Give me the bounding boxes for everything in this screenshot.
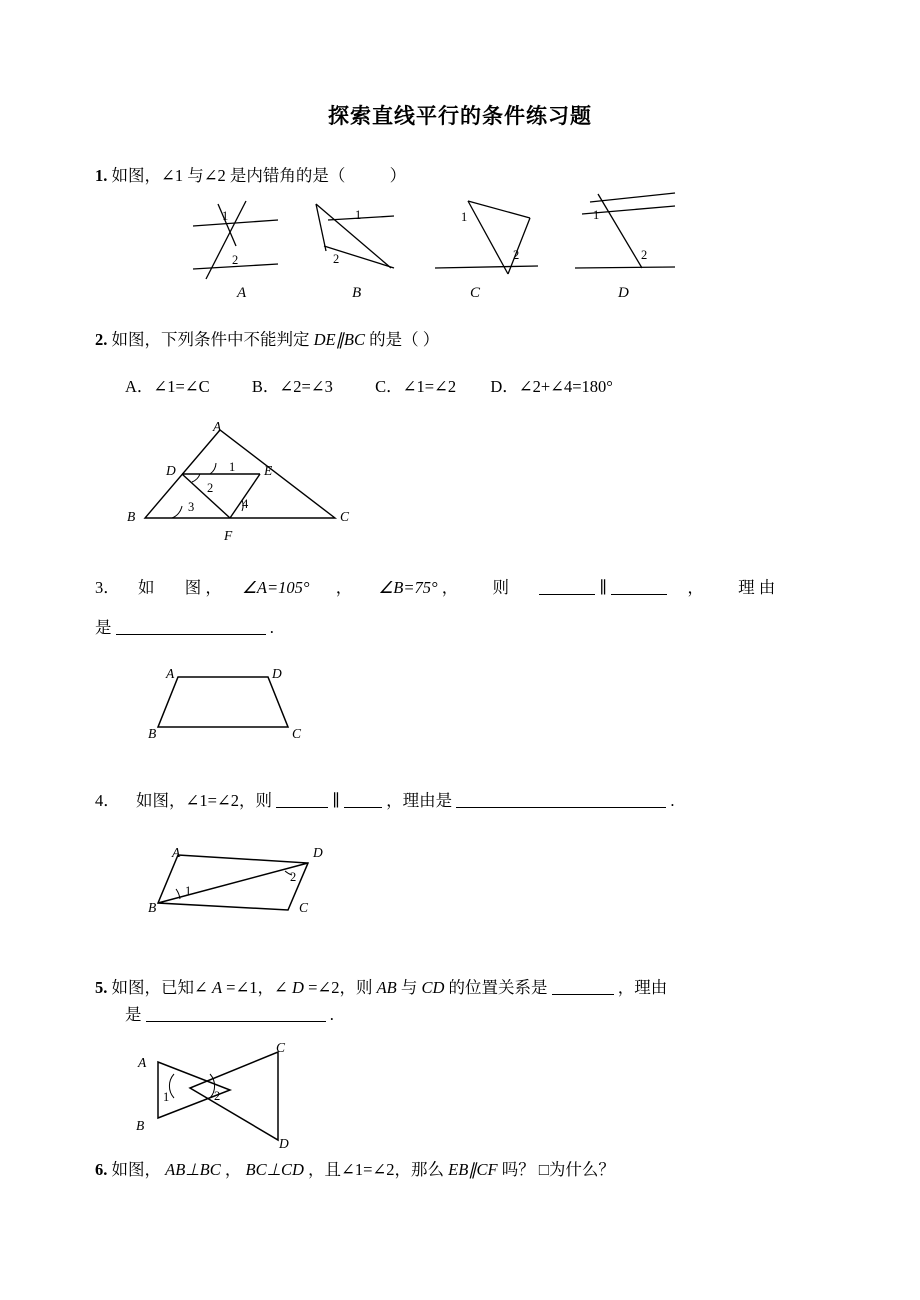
question-2-choice-a: A．∠1=∠C xyxy=(125,377,210,396)
question-3-a: 如 xyxy=(138,578,155,597)
figure-1c-label: C xyxy=(470,285,481,301)
figure-5-label-A: A xyxy=(138,1055,147,1070)
figure-4-angle-1: 1 xyxy=(185,884,192,898)
page-title: 探索直线平行的条件练习题 xyxy=(328,104,592,128)
figure-2-angle-3: 3 xyxy=(188,500,195,514)
figure-2-label-D: D xyxy=(166,463,176,478)
figure-2-angle-1: 1 xyxy=(229,460,236,474)
question-6-c: ，且∠1=∠2，那么 xyxy=(308,1160,449,1179)
question-3-blank-3[interactable] xyxy=(116,618,266,635)
question-3-c: ， xyxy=(205,578,222,597)
figure-4-label-D: D xyxy=(313,845,323,860)
question-3-line2 xyxy=(95,615,274,641)
question-5-line2 xyxy=(125,1002,334,1028)
figure-1c-angle-2: 2 xyxy=(513,248,520,262)
question-6-italic-1: AB⊥BC xyxy=(165,1160,221,1179)
question-5-blank-1[interactable] xyxy=(552,978,614,995)
figure-2-angle-2: 2 xyxy=(207,481,214,495)
figure-4-label-C: C xyxy=(299,900,309,915)
figure-3-label-B: B xyxy=(148,726,157,741)
question-3-comma-2: ， xyxy=(441,578,459,597)
question-2-stem-b: 的是（ ） xyxy=(369,330,440,349)
question-1-number: 1. xyxy=(95,166,108,185)
figure-1b-angle-1: 1 xyxy=(355,208,362,222)
figure-2-label-E: E xyxy=(264,463,273,478)
question-2-choice-b: B．∠2=∠3 xyxy=(251,377,333,396)
question-6-italic-2: BC⊥CD xyxy=(245,1160,304,1179)
question-2-choices xyxy=(125,373,613,397)
question-1-stem-end: ） xyxy=(389,166,407,185)
figure-1d-angle-2: 2 xyxy=(641,248,648,262)
question-4-b: ，理由是 xyxy=(386,791,453,810)
question-5-blank-2[interactable] xyxy=(146,1005,326,1022)
figure-1a-angle-2: 2 xyxy=(232,253,239,267)
question-1-text xyxy=(95,163,406,189)
question-4-number: 4． xyxy=(95,791,120,810)
question-3-period: . xyxy=(269,618,274,637)
question-2-choice-c: C．∠1=∠2 xyxy=(375,377,457,396)
figure-1a-angle-1: 1 xyxy=(222,209,229,223)
figure-1b-label: B xyxy=(352,285,362,301)
figure-2-label-A: A xyxy=(213,419,222,434)
question-4-blank-3[interactable] xyxy=(456,791,666,808)
figure-5-label-C: C xyxy=(276,1040,286,1055)
question-4-blank-1[interactable] xyxy=(276,791,328,808)
figure-5 xyxy=(130,1040,320,1155)
question-2-number: 2. xyxy=(95,330,108,349)
question-5-b: =∠1，∠ xyxy=(226,978,288,997)
question-2-text xyxy=(95,327,439,353)
figure-2-label-C: C xyxy=(340,509,350,524)
question-6-text xyxy=(95,1157,615,1183)
figure-4-label-A: A xyxy=(172,845,181,860)
question-3-reason-label: 理 由 xyxy=(738,578,776,597)
question-4-parallel: ∥ xyxy=(332,791,340,810)
question-5-a: 如图，已知∠ xyxy=(111,978,208,997)
question-4-a: 如图，∠1=∠2，则 xyxy=(136,791,272,810)
figure-1a-label: A xyxy=(237,285,247,301)
question-3-angle-b: ∠B=75° xyxy=(378,578,438,597)
question-3-text xyxy=(95,575,835,601)
question-2-italic: DE∥BC xyxy=(313,330,365,349)
question-3-angle-a: ∠A=105° xyxy=(242,578,310,597)
question-6-italic-3: EB∥CF xyxy=(448,1160,498,1179)
figure-5-label-D: D xyxy=(279,1136,289,1151)
figure-2-label-F: F xyxy=(224,528,233,543)
figure-5-angle-2: 2 xyxy=(214,1089,221,1103)
question-4-period: . xyxy=(670,791,675,810)
question-5-italic-A: A xyxy=(211,978,223,997)
figure-4-label-B: B xyxy=(148,900,157,915)
question-3-number: 3． xyxy=(95,578,120,597)
question-5-text xyxy=(95,975,667,1001)
figure-2-label-B: B xyxy=(127,509,136,524)
figure-3-label-A: A xyxy=(166,666,175,681)
question-6-b: ， xyxy=(224,1160,242,1179)
figure-2-angle-4: 4 xyxy=(242,497,249,511)
question-3-parallel: ∥ xyxy=(599,578,607,597)
question-6-a: 如图， xyxy=(111,1160,161,1179)
figure-1c-angle-1: 1 xyxy=(461,210,468,224)
question-3-shi: 是 xyxy=(95,618,112,637)
question-5-period: . xyxy=(329,1005,334,1024)
question-3-b: 图 xyxy=(184,578,202,597)
figure-1d-angle-1: 1 xyxy=(593,208,600,222)
figure-5-label-B: B xyxy=(136,1118,145,1133)
figure-3-label-D: D xyxy=(272,666,282,681)
figure-1d xyxy=(570,190,685,282)
question-5-italic-D: D xyxy=(292,978,304,997)
question-3-blank-1[interactable] xyxy=(539,578,595,595)
question-1-stem: 如图，∠1 与∠2 是内错角的是（ xyxy=(111,166,346,185)
question-5-e: 的位置关系是 xyxy=(448,978,548,997)
figure-1a xyxy=(188,196,298,281)
question-5-italic-CD: CD xyxy=(421,978,445,997)
question-6-number: 6. xyxy=(95,1160,108,1179)
figure-4-angle-2: 2 xyxy=(290,870,297,884)
question-3-blank-2[interactable] xyxy=(611,578,667,595)
figure-1d-label: D xyxy=(618,285,629,301)
question-5-italic-AB: AB xyxy=(376,978,397,997)
question-3-then: 则 xyxy=(492,578,509,597)
question-5-d: 与 xyxy=(400,978,422,997)
figure-1c xyxy=(430,196,545,281)
question-2-stem-a: 如图，下列条件中不能判定 xyxy=(111,330,314,349)
question-3-comma-3: ， xyxy=(687,578,704,597)
figure-1b-angle-2: 2 xyxy=(333,252,340,266)
question-3-comma-1: ， xyxy=(335,578,353,597)
question-5-c: =∠2，则 xyxy=(308,978,377,997)
question-2-choice-d: D．∠2+∠4=180° xyxy=(490,377,613,396)
question-4-text xyxy=(95,788,674,814)
question-5-number: 5. xyxy=(95,978,108,997)
question-4-blank-2[interactable] xyxy=(344,791,382,808)
question-5-shi: 是 xyxy=(125,1005,142,1024)
question-6-d: 吗？ □为什么？ xyxy=(501,1160,615,1179)
figure-3-label-C: C xyxy=(292,726,302,741)
figure-5-angle-1: 1 xyxy=(163,1090,170,1104)
question-5-f: ，理由 xyxy=(617,978,668,997)
